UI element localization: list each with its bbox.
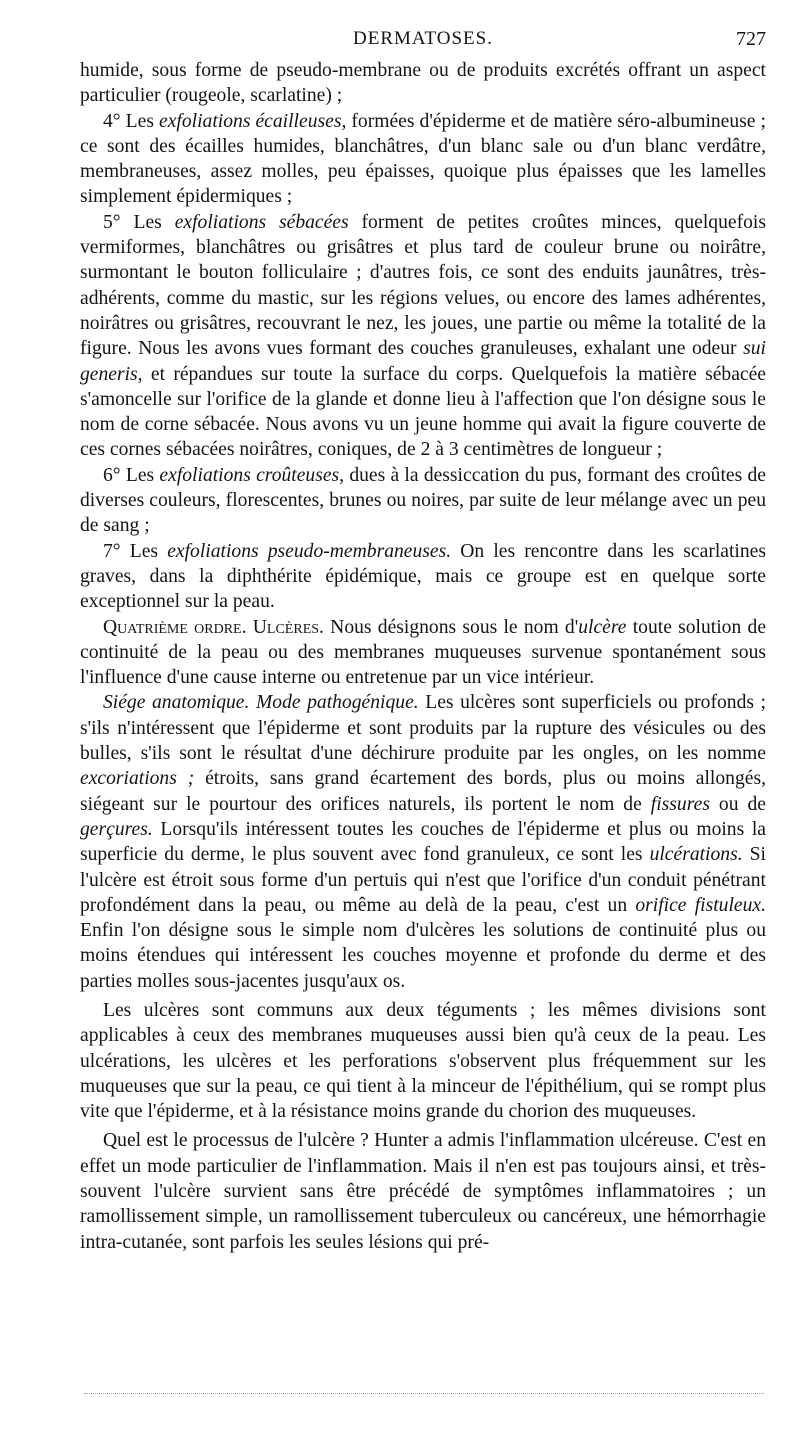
item-number: 5° Les xyxy=(103,211,175,233)
paragraph-exfoliations-sebacees xyxy=(80,210,766,463)
term-italic: excoriations ; xyxy=(80,768,195,790)
subsection-heading: Siége anatomique. Mode pathogénique. xyxy=(103,692,419,714)
paragraph-text: On les rencontre dans les scarlatines graves, dans la diphthérite épidémique, mais ce groupe est en quelque sorte exceptionnel sur la peau. xyxy=(80,540,766,613)
paragraph-text: Lorsqu'ils intéressent toutes les couches de l'épiderme et plus ou moins la superficie du derme, le plus souvent avec fond granuleux, ce sont les xyxy=(80,818,766,866)
paragraph-exfoliations-crouteuses xyxy=(80,463,766,539)
term-italic: ulcère xyxy=(578,616,627,638)
body-text xyxy=(80,58,766,1255)
footer-dotted-rule xyxy=(84,1393,764,1394)
paragraph-text: dues à la dessiccation du pus, formant des croûtes de diverses couleurs, florescentes, brunes ou noires, par suite de leur mélange avec un peu de sang ; xyxy=(80,464,766,537)
paragraph-text: étroits, sans grand écartement des bords, plus ou moins allongés, siégeant sur le pourtour des orifices naturels, ils portent le nom de xyxy=(80,768,766,815)
paragraph-text: formées d'épiderme et de matière séro-albumineuse ; ce sont des écailles humides, blanchâtres, d'un blanc sale ou d'un blanc verdâtre, membraneuses, assez molles, peu épaisses, quoique plus épaisses que les lamelles simplement épidermiques ; xyxy=(80,110,766,208)
paragraph-text: ou de xyxy=(709,793,766,815)
term-italic: exfoliations pseudo-membraneuses. xyxy=(167,540,452,562)
paragraph-siege-anatomique xyxy=(80,690,766,994)
term-italic: fissures xyxy=(650,793,710,815)
paragraph-rougeole: humide, sous forme de pseudo-membrane ou de produits excrétés offrant un aspect particulier (rougeole, scarlatine) ; xyxy=(80,60,766,107)
paragraph-exfoliations-ecailleuses xyxy=(80,109,766,210)
term-italic: exfoliations écailleuses, xyxy=(159,110,347,132)
item-number: 4° Les xyxy=(103,110,160,132)
paragraph-text: et répandues sur toute la surface du corps. Quelquefois la matière sébacée s'amoncelle sur l'orifice de la glande et donne lieu à l'affection que l'on désigne sous le nom de corne sébacée. Nous avons vu un jeune homme qui avait la figure couverte de ces cornes sébacées noirâtres, coniques, de 2 à 3 centimètres de longueur ; xyxy=(80,363,766,461)
running-title: DERMATOSES. xyxy=(353,28,493,49)
order-heading: Quatrième ordre. xyxy=(103,616,247,638)
page-header xyxy=(80,28,766,52)
term-italic: gerçures. xyxy=(80,818,153,840)
paragraph-exfoliations-pseudo-membraneuses xyxy=(80,539,766,615)
section-heading: Ulcères. xyxy=(252,616,324,638)
paragraph-text: toute solution de continuité de la peau ou des membranes muqueuses survenue spontanément sous l'influence d'une cause interne ou entretenue par un vice intérieur. xyxy=(80,616,767,689)
paragraph-text: Si l'ulcère est étroit sous forme d'un pertuis qui n'est que l'orifice d'un conduit pénétrant profondément dans la peau, ou même au delà de la peau, c'est un xyxy=(80,844,766,916)
term-italic: orifice fistuleux. xyxy=(635,894,766,916)
item-number: 7° Les xyxy=(103,540,168,562)
item-number: 6° Les xyxy=(103,464,160,486)
latin-phrase: sui generis, xyxy=(80,338,766,385)
paragraph-text: Nous désignons sous le nom d' xyxy=(323,616,579,638)
paragraph-text: Les ulcères sont superficiels ou profonds ; s'ils n'intéressent que l'épiderme et sont produits par la rupture des vésicules ou des bulles, s'ils sont le résultat d'une déchirure produite par les ongles, on les nomme xyxy=(80,692,766,765)
term-italic: ulcérations. xyxy=(649,844,743,866)
paragraph-quatrieme-ordre xyxy=(80,615,766,691)
paragraph-text: forment de petites croûtes minces, quelquefois vermiformes, blanchâtres ou grisâtres et plus tard de couleur brune ou noirâtre, surmontant le bouton folliculaire ; d'autres fois, ce sont des enduits jaunâtres, très-adhérents, comme du mastic, sur les régions velues, ou encore des lames adhérentes, noirâtres ou grisâtres, recouvrant le nez, les joues, une partie ou même la totalité de la figure. Nous les avons vues formant des couches granuleuses, exhalant une odeur xyxy=(80,211,766,360)
paragraph-ulceres-teguments: Les ulcères sont communs aux deux téguments ; les mêmes divisions sont applicables à ceux des membranes muqueuses aussi bien qu'à ceux de la peau. Les ulcérations, les ulcères et les perforations s'observent plus fréquemment sur les muqueuses que sur la peau, ce qui tient à la minceur de l'épithélium, qui se rompt plus vite que l'épiderme, et à la résistance moins grande du chorion des muqueuses. xyxy=(80,999,766,1123)
paragraph-processus-ulcere: Quel est le processus de l'ulcère ? Hunter a admis l'inflammation ulcéreuse. C'est en effet un mode particulier de l'inflammation. Mais il n'en est pas toujours ainsi, et très-souvent l'ulcère survient sans être précédé de symptômes inflammatoires ; un ramollissement simple, un ramollissement tuberculeux ou cancéreux, une hémorrhagie intra-cutanée, sont parfois les seules lésions qui pré- xyxy=(80,1130,766,1253)
page-number: 727 xyxy=(736,28,766,50)
paragraph-text: Enfin l'on désigne sous le simple nom d'ulcères les solutions de continuité plus ou moins étendues qui intéressent les couches moyenne et profonde du derme et des parties molles sous-jacentes jusqu'aux os. xyxy=(80,920,766,992)
term-italic: exfoliations croûteuses, xyxy=(159,464,345,486)
term-italic: exfoliations sébacées xyxy=(174,211,349,233)
